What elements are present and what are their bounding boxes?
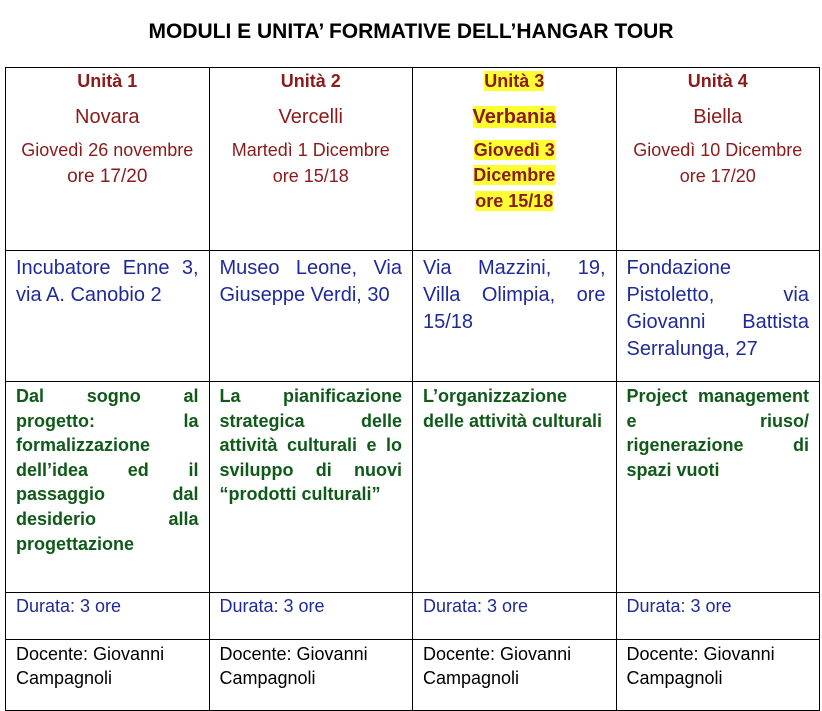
unit-2-teacher: Docente: Giovanni Campagnoli (209, 640, 413, 711)
unit-4-header-cell (616, 68, 820, 251)
city-name: Biella (693, 106, 743, 128)
unit-1-topic: Dal sogno al progetto: la formalizzazione dell’idea ed il passaggio dal desiderio alla progettazione (6, 382, 210, 593)
unit-2-topic: La pianificazione strategica delle attività culturali e lo sviluppo di nuovi “prodotti culturali” (209, 382, 413, 593)
session-time: ore 17/20 (67, 166, 148, 187)
teacher-row (6, 640, 820, 711)
unit-3-duration: Durata: 3 ore (413, 593, 617, 640)
unit-3-teacher: Docente: Giovanni Campagnoli (413, 640, 617, 711)
unit-4-topic: Project management e riuso/ rigenerazione di spazi vuoti (616, 382, 820, 593)
unit-4-duration: Durata: 3 ore (616, 593, 820, 640)
unit-label: Unità 2 (280, 71, 341, 91)
modules-table (5, 67, 820, 711)
document-title: MODULI E UNITA’ FORMATIVE DELL’HANGAR TOUR (148, 20, 674, 43)
duration-row (6, 593, 820, 640)
unit-2-header-cell (209, 68, 413, 251)
address-row (6, 251, 820, 382)
city-name: Verbania (472, 106, 556, 128)
unit-4-address: Fondazione Pistoletto, via Giovanni Battista Serralunga, 27 (616, 251, 820, 382)
session-date: Giovedì 10 Dicembre (633, 140, 803, 160)
session-time: ore 15/18 (475, 191, 554, 211)
unit-2-address: Museo Leone, Via Giuseppe Verdi, 30 (209, 251, 413, 382)
unit-4-teacher: Docente: Giovanni Campagnoli (616, 640, 820, 711)
unit-3-header-cell (413, 68, 617, 251)
unit-3-address: Via Mazzini, 19, Villa Olimpia, ore 15/18 (413, 251, 617, 382)
city-name: Novara (75, 106, 140, 128)
unit-3-topic: L’organizzazione delle attività culturali (413, 382, 617, 593)
unit-1-teacher: Docente: Giovanni Campagnoli (6, 640, 210, 711)
unit-1-address: Incubatore Enne 3, via A. Canobio 2 (6, 251, 210, 382)
session-date: Giovedì 26 novembre (21, 140, 194, 160)
header-row (6, 68, 820, 251)
session-date: Giovedì 3 Dicembre (473, 140, 556, 185)
unit-label: Unità 1 (77, 71, 138, 91)
unit-1-header-cell (6, 68, 210, 251)
unit-label: Unità 3 (484, 71, 545, 91)
session-time: ore 17/20 (679, 166, 756, 186)
session-date: Martedì 1 Dicembre (231, 140, 390, 160)
unit-1-duration: Durata: 3 ore (6, 593, 210, 640)
topic-row (6, 382, 820, 593)
unit-2-duration: Durata: 3 ore (209, 593, 413, 640)
session-time: ore 15/18 (272, 166, 349, 186)
city-name: Vercelli (278, 106, 343, 128)
unit-label: Unità 4 (687, 71, 748, 91)
